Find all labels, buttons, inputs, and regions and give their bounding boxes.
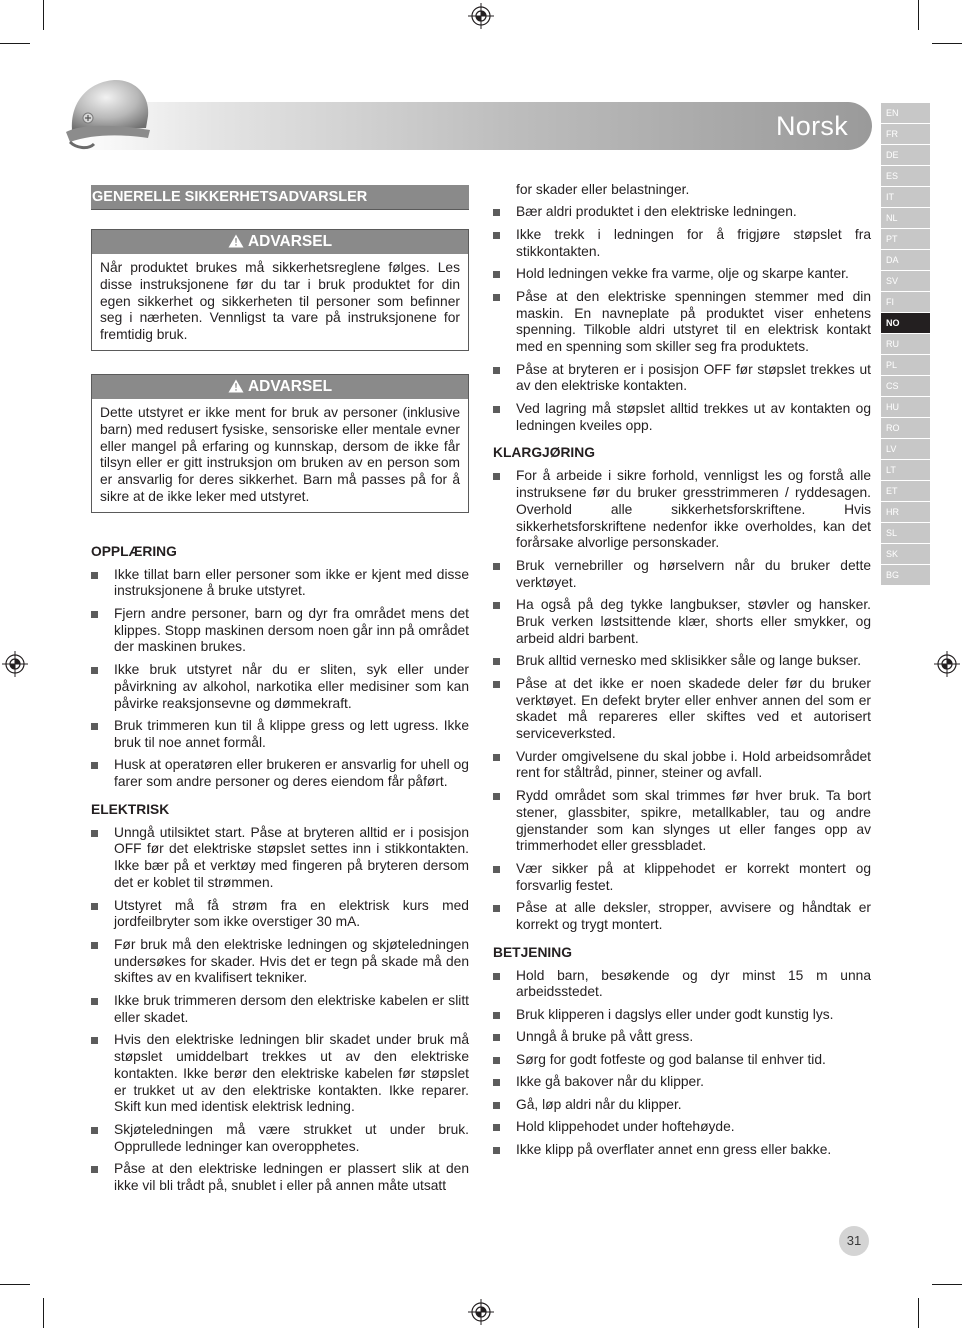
list-item: Husk at operatøren eller brukeren er ansvarlig for uhell og farer som andre personer og deres eiendom får påført. [91, 757, 469, 791]
crop-mark [918, 0, 919, 30]
section-title: GENERELLE SIKKERHETSADVARSLER [91, 185, 469, 210]
language-tab-lt: LT [881, 460, 930, 480]
list-item: Hold barn, besøkende og dyr minst 15 m unna arbeidsstedet. [493, 968, 871, 1002]
list-item: Rydd området som skal trimmes før hver bruk. Ta bort stener, glassbiter, spikre, metallkabler, tau og andre gjenstander som kan slynges ut eller fanges opp av trimmerhodet eller gressbladet. [493, 788, 871, 855]
language-tab-sv: SV [881, 271, 930, 291]
list-item: For å arbeide i sikre forhold, vennligst les og forstå alle instruksene før du bruker gresstrimmeren / ryddesagen. Overhold alle sikkerhetsforskriftene. Hvis sikkerhetsforskriftene nedenfor ikke overholdes, kan det forårsake alvorlige personskader. [493, 468, 871, 552]
language-tab-sk: SK [881, 544, 930, 564]
list-item: Påse at alle deksler, stropper, avvisere og håndtak er korrekt og trygt montert. [493, 900, 871, 934]
subsection-title: BETJENING [493, 944, 572, 960]
bullet-list [493, 968, 871, 1159]
language-tab-da: DA [881, 250, 930, 270]
crop-mark [932, 1284, 962, 1285]
crop-mark [0, 43, 30, 44]
list-item: Påse at det ikke er noen skadede deler før du bruker verktøyet. En defekt bryter eller enhver annen del som er skadet må repareres eller skiftes ved et autorisert serviceverksted. [493, 676, 871, 743]
warning-box [91, 229, 469, 351]
list-item: Bruk vernebriller og hørselvern når du bruker dette verktøyet. [493, 558, 871, 592]
list-item: Ikke bruk trimmeren dersom den elektriske kabelen er slitt eller skadet. [91, 993, 469, 1027]
language-tab-fi: FI [881, 292, 930, 312]
bullet-list [493, 204, 871, 434]
safety-helmet-icon [62, 72, 154, 156]
warning-label: ADVARSEL [247, 377, 333, 395]
list-item: Påse at bryteren er i posisjon OFF før støpslet trekkes ut av den elektriske kontakten. [493, 362, 871, 396]
crop-mark [43, 1298, 44, 1328]
language-tab-hu: HU [881, 397, 930, 417]
list-item: Gå, løp aldri når du klipper. [493, 1097, 871, 1114]
warning-box [91, 374, 469, 513]
registration-mark-icon [468, 1299, 494, 1325]
list-item: Før bruk må den elektriske ledningen og skjøteledningen undersøkes for skader. Hvis det er tegn på skade må den skiftes av en kvalifisert tekniker. [91, 937, 469, 987]
language-tab-ro: RO [881, 418, 930, 438]
language-tab-no: NO [881, 313, 930, 333]
page-title: Norsk [775, 111, 848, 141]
list-item: Sørg for godt fotfeste og god balanse til enhver tid. [493, 1052, 871, 1069]
page-number: 31 [839, 1226, 869, 1256]
language-tab-nl: NL [881, 208, 930, 228]
list-item: Vurder omgivelsene du skal jobbe i. Hold arbeidsområdet rent for ståltråd, pinner, steiner og avfall. [493, 749, 871, 783]
list-item: Skjøteledningen må være strukket ut under bruk. Opprullede ledninger kan overopphetes. [91, 1122, 469, 1156]
language-tab-pl: PL [881, 355, 930, 375]
list-item: Bruk klipperen i dagslys eller under godt kunstig lys. [493, 1007, 871, 1024]
bullet-list [91, 825, 469, 1195]
registration-mark-icon [2, 651, 28, 677]
list-item: Ikke tillat barn eller personer som ikke er kjent med disse instruksjonene å bruke utstyret. [91, 567, 469, 601]
subsection-title: KLARGJØRING [493, 445, 595, 461]
list-item: Bruk alltid vernesko med sklisikker såle og lange bukser. [493, 653, 871, 670]
subsection-title: OPPLÆRING [91, 543, 177, 559]
list-item: Fjern andre personer, barn og dyr fra området mens det klippes. Stopp maskinen dersom noen går inn på området der maskinen brukes. [91, 606, 469, 656]
registration-mark-icon [468, 3, 494, 29]
list-item: Ikke klipp på overflater annet enn gress eller bakke. [493, 1142, 871, 1159]
crop-mark [932, 43, 962, 44]
list-item: Bruk trimmeren kun til å klippe gress og lett ugress. Ikke bruk til noe annet formål. [91, 718, 469, 752]
crop-mark [0, 1284, 30, 1285]
list-item: Vær sikker på at klippehodet er korrekt montert og forsvarlig festet. [493, 861, 871, 895]
list-item: Utstyret må få strøm fra en elektrisk kurs med jordfeilbryter som ikke overstiger 30 mA. [91, 898, 469, 932]
subsection-title: ELEKTRISK [91, 801, 170, 817]
list-item: Ved lagring må støpslet alltid trekkes ut av kontakten og ledningen kveiles opp. [493, 401, 871, 435]
language-tab-en: EN [881, 103, 930, 123]
language-tab-lv: LV [881, 439, 930, 459]
list-item: Påse at den elektriske spenningen stemmer med din maskin. En navneplate på produktet viser enhetens spenning. Tilkoble aldri utstyret til en elektrisk kontakt med en spenning som skiller seg fra produktets. [493, 289, 871, 356]
list-item: Ha også på deg tykke langbukser, støvler og hansker. Bruk verken løstsittende klær, shorts eller smykker, og arbeid aldri barbent. [493, 597, 871, 647]
language-tab-de: DE [881, 145, 930, 165]
list-item: Unngå utilsiktet start. Påse at bryteren alltid er i posisjon OFF før det elektriske støpslet settes inn i stikkontakten. Ikke bær på et verktøy med fingeren på bryteren dersom det er koblet til strømmen. [91, 825, 469, 892]
warning-text: Når produktet brukes må sikkerhetsreglene følges. Les disse instruksjonene før du tar i bruk produktet for din egen sikkerhet og sikkerheten til personer som befinner seg i nærheten. Vennligst ta vare på instruksjonene for fremtidig bruk. [100, 260, 460, 343]
registration-mark-icon [934, 651, 960, 677]
list-item: Påse at den elektriske ledningen er plassert slik at den ikke vil bli trådt på, snublet i eller på annen måte utsatt [91, 1161, 469, 1195]
language-tab-pt: PT [881, 229, 930, 249]
list-item: Unngå å bruke på vått gress. [493, 1029, 871, 1046]
list-item: Hvis den elektriske ledningen blir skadet under bruk må støpslet umiddelbart trekkes ut av den elektriske kontakten. Ikke berør den elektriske kabelen før støpslet er trukket ut av den elektriske kontakten. Ikke reparer. Skift kun med identisk elektrisk ledning. [91, 1032, 469, 1116]
warning-header [92, 230, 468, 254]
crop-mark [43, 0, 44, 30]
language-tab-cs: CS [881, 376, 930, 396]
language-tab-hr: HR [881, 502, 930, 522]
list-item: Bær aldri produktet i den elektriske ledningen. [493, 204, 871, 221]
bullet-list [91, 567, 469, 791]
warning-label: ADVARSEL [247, 233, 333, 250]
list-item: Ikke bruk utstyret når du er sliten, syk eller under påvirkning av alkohol, narkotika eller medisiner som kan påvirke reaksjonsevne og dømmekraft. [91, 662, 469, 712]
list-item: Ikke trekk i ledningen for å frigjøre støpslet fra stikkontakten. [493, 227, 871, 261]
language-tab-it: IT [881, 187, 930, 207]
list-item: Ikke gå bakover når du klipper. [493, 1074, 871, 1091]
header-bar [70, 102, 872, 150]
warning-icon [228, 379, 244, 393]
list-item: Hold klippehodet under hoftehøyde. [493, 1119, 871, 1136]
warning-text: Dette utstyret er ikke ment for bruk av personer (inklusive barn) med redusert fysiske, sensoriske eller mentale evner eller mangel på erfaring og kunnskap, dersom de ikke får tilsyn eller er gitt instruksjon om bruken av en person som er ansvarlig for deres sikkerhet. Barn må passes på for å sikre at de ikke leker med utstyret. [100, 404, 460, 504]
list-item: Hold ledningen vekke fra varme, olje og skarpe kanter. [493, 266, 871, 283]
continued-text: for skader eller belastninger. [516, 182, 690, 197]
warning-header [92, 375, 468, 399]
bullet-list [493, 468, 871, 933]
warning-icon [228, 234, 244, 248]
language-tab-et: ET [881, 481, 930, 501]
language-tab-sl: SL [881, 523, 930, 543]
right-column [493, 182, 871, 1164]
language-tab-es: ES [881, 166, 930, 186]
language-tabs [881, 103, 930, 586]
left-column [91, 185, 469, 1200]
crop-mark [918, 1298, 919, 1328]
language-tab-bg: BG [881, 565, 930, 585]
language-tab-fr: FR [881, 124, 930, 144]
language-tab-ru: RU [881, 334, 930, 354]
